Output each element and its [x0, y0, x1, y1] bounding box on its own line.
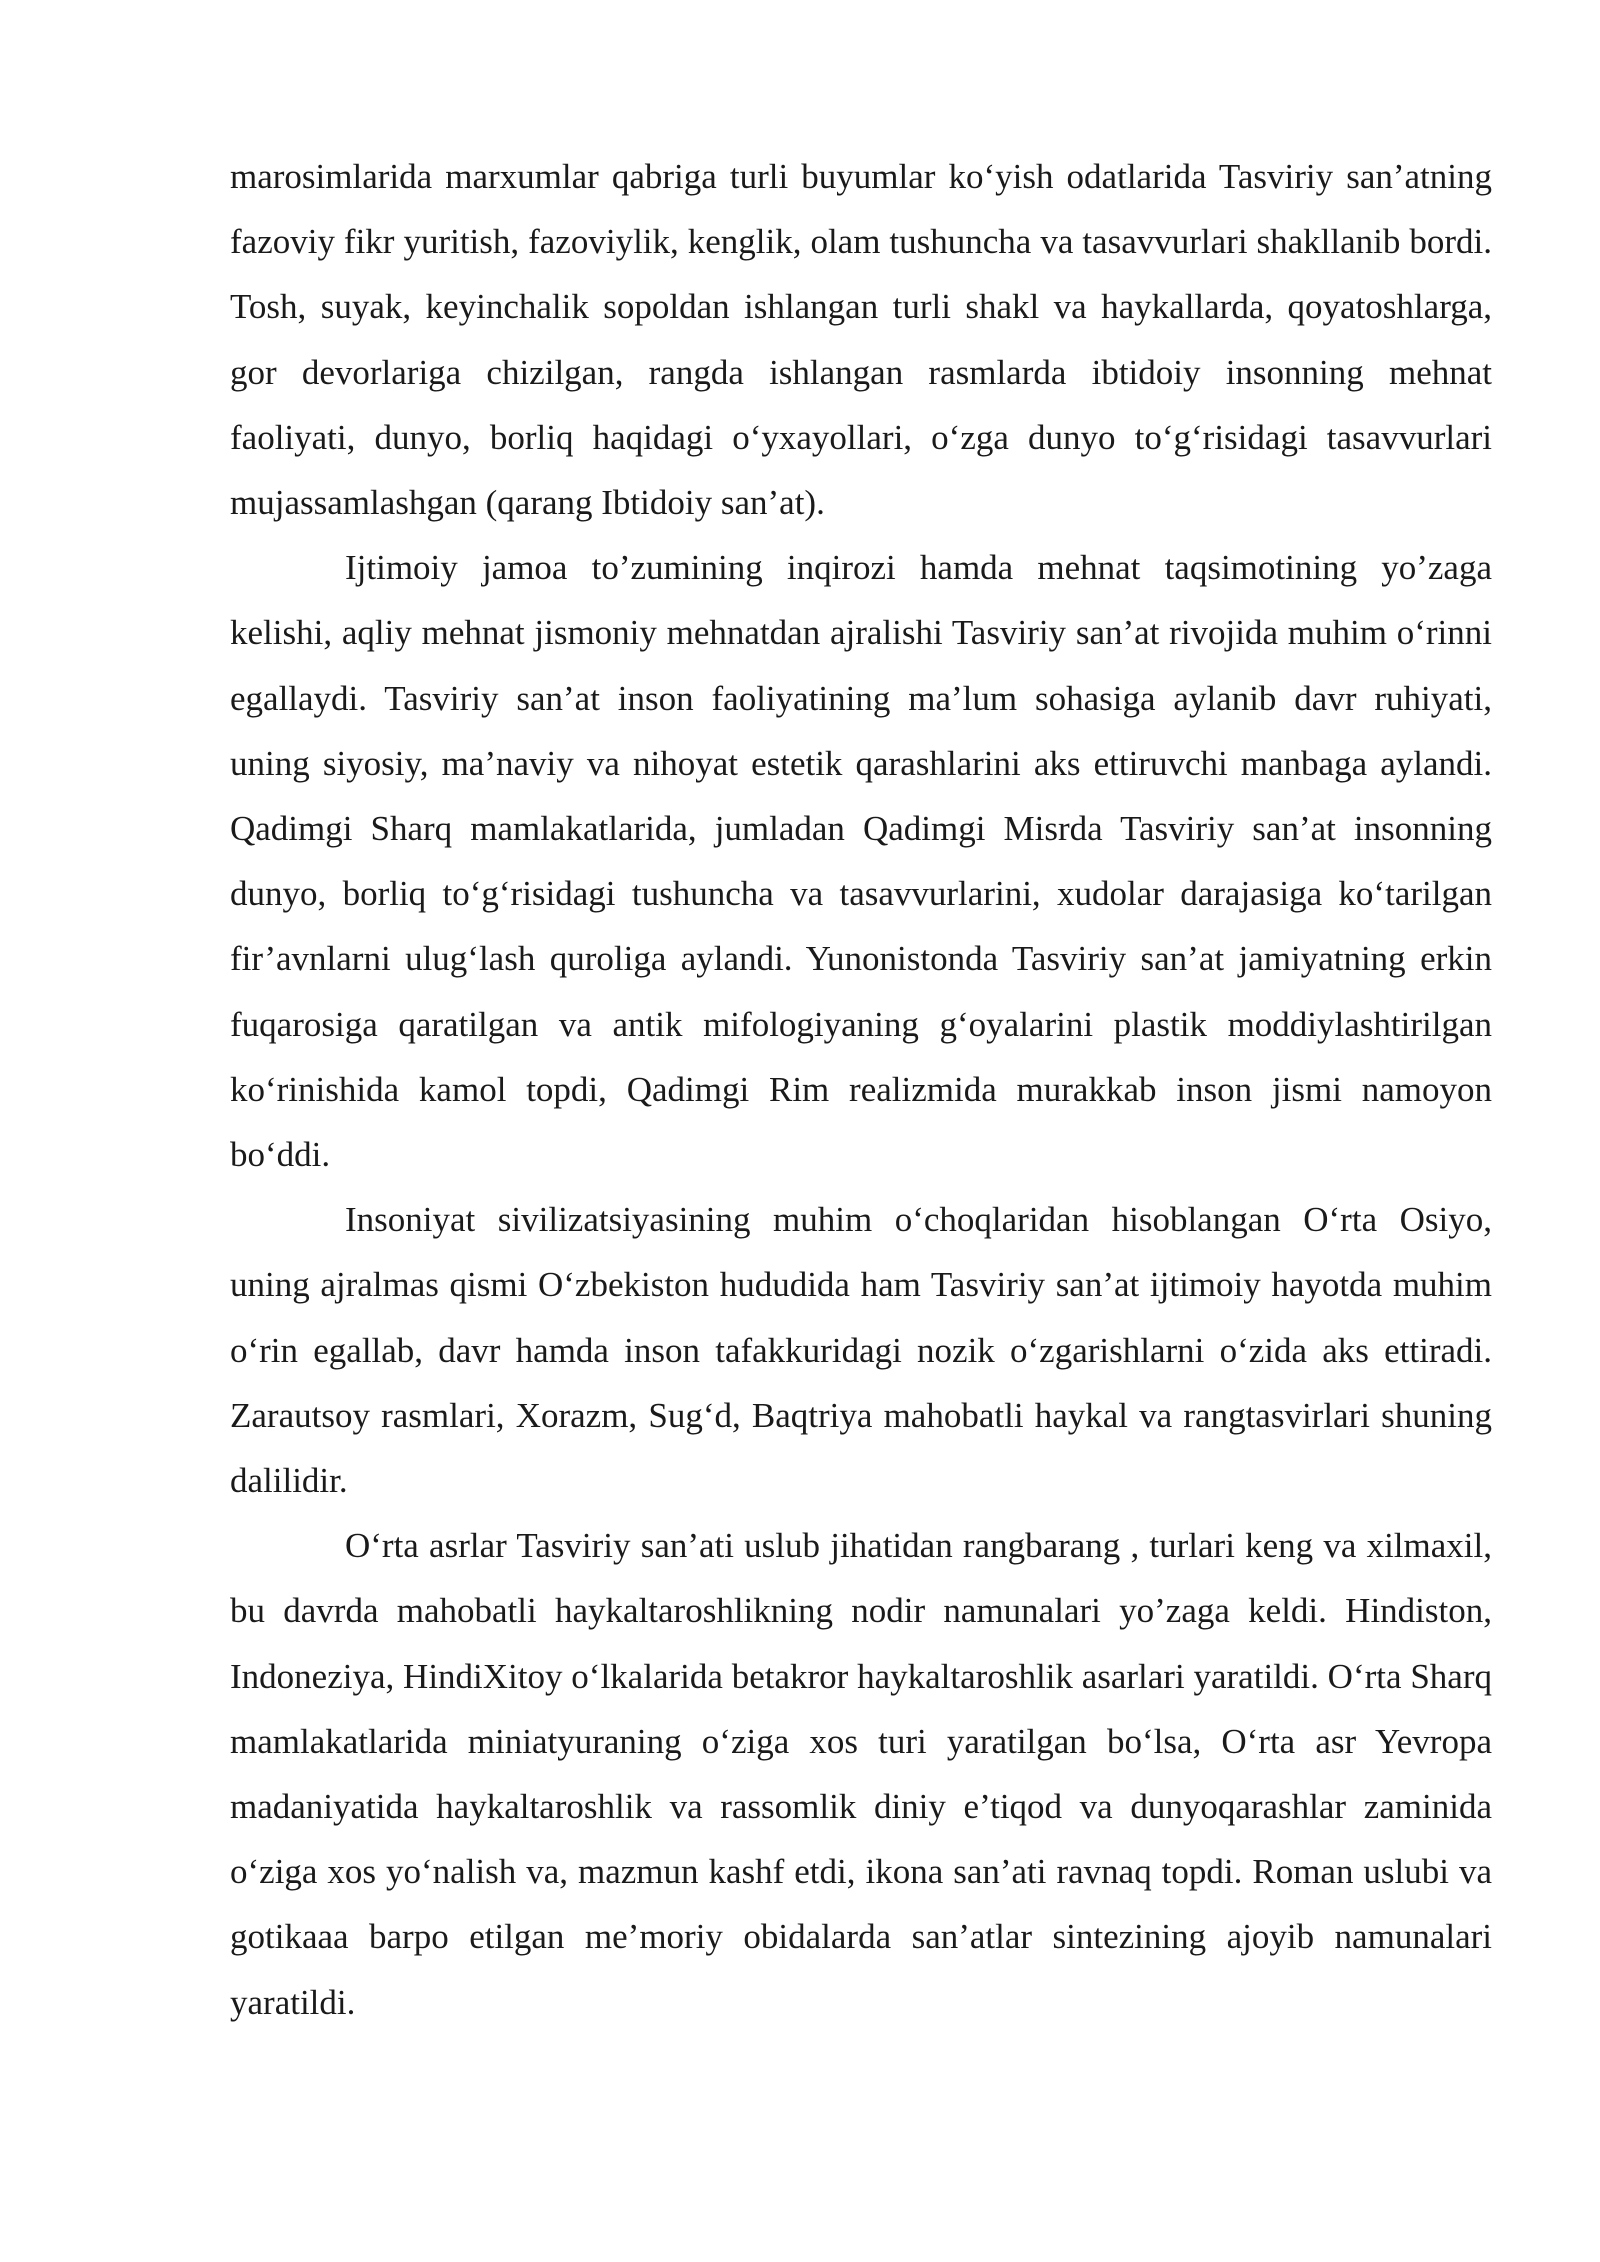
paragraph-2: Ijtimoiy jamoa to’zumining inqirozi hamda mehnat taqsimotining yo’zaga kelishi, aqliy mehnat jismoniy mehnatdan ajralishi Tasviriy san’at rivojida muhim o‘rinni egallaydi. Tasviriy san’at inson faoliyatining ma’lum sohasiga aylanib davr ruhiyati, uning siyosiy, ma’naviy va nihoyat estetik qarashlarini aks ettiruvchi manbaga aylandi. Qadimgi Sharq mamlakatlarida, jumladan Qadimgi Misrda Tasviriy san’at insonning dunyo, borliq to‘g‘risidagi tushuncha va tasavvurlarini, xudolar darajasiga ko‘tarilgan fir’avnlarni ulug‘lash quroliga aylandi. Yunonistonda Tasviriy san’at jamiyatning erkin fuqarosiga qaratilgan va antik mifologiyaning g‘oyalarini plastik moddiylashtirilgan ko‘rinishida kamol topdi, Qadimgi Rim realizmida murakkab inson jismi namoyon bo‘ddi. — [230, 548, 1492, 1175]
paragraph-1: marosimlarida marxumlar qabriga turli buyumlar ko‘yish odatlarida Tasviriy san’atning fazoviy fikr yuritish, fazoviylik, kenglik, olam tushuncha va tasavvurlari shakllanib bordi. Tosh, suyak, keyinchalik sopoldan ishlangan turli shakl va haykallarda, qoyatoshlarga, gor devorlariga chizilgan, rangda ishlangan rasmlarda ibtidoiy insonning mehnat faoliyati, dunyo, borliq haqidagi o‘yxayollari, o‘zga dunyo to‘g‘risidagi tasavvurlari mujassamlashgan (qarang Ibtidoiy san’at). — [230, 157, 1492, 523]
paragraph-4: O‘rta asrlar Tasviriy san’ati uslub jihatidan rangbarang , turlari keng va xilmaxil, bu davrda mahobatli haykaltaroshlikning nodir namunalari yo’zaga keldi. Hindiston, Indoneziya, HindiXitoy o‘lkalarida betakror haykaltaroshlik asarlari yaratildi. O‘rta Sharq mamlakatlarida miniatyuraning o‘ziga xos turi yaratilgan bo‘lsa, O‘rta asr Yevropa madaniyatida haykaltaroshlik va rassomlik diniy e’tiqod va dunyoqarashlar zaminida o‘ziga xos yo‘nalish va, mazmun kashf etdi, ikona san’ati ravnaq topdi. Roman uslubi va gotikaaa barpo etilgan me’moriy obidalarda san’atlar sintezining ajoyib namunalari yaratildi. — [230, 1526, 1492, 2022]
paragraph-3: Insoniyat sivilizatsiyasining muhim o‘choqlaridan hisoblangan O‘rta Osiyo, uning ajralmas qismi O‘zbekiston hududida ham Tasviriy san’at ijtimoiy hayotda muhim o‘rin egallab, davr hamda inson tafakkuridagi nozik o‘zgarishlarni o‘zida aks ettiradi. Zarautsoy rasmlari, Xorazm, Sug‘d, Baqtriya mahobatli haykal va rangtasvirlari shuning dalilidir. — [230, 1200, 1492, 1501]
document-body — [230, 144, 1492, 2035]
